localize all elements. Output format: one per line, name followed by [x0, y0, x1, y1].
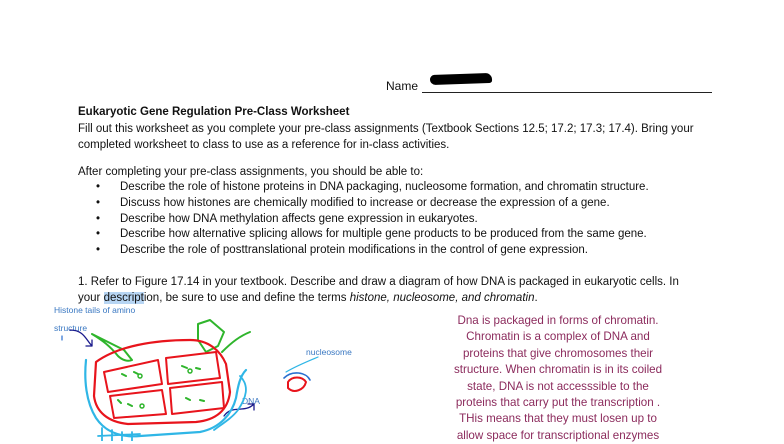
- answer-line: Dna is packaged in forms of chromatin.: [457, 314, 659, 327]
- highlighted-text: descript: [103, 292, 144, 304]
- answer-line: Chromatin is a complex of DNA and: [466, 330, 650, 344]
- question-1-terms: histone, nucleosome, and chromatin: [349, 292, 535, 304]
- answer-line: allow space for transcriptional enzymes: [456, 428, 660, 442]
- question-1-text: your: [78, 292, 104, 304]
- question-1-line-1: 1. Refer to Figure 17.14 in your textbook. Describe and draw a diagram of how DNA is packaged in eukaryotic cells. In: [78, 276, 679, 288]
- instructions-line-2: completed worksheet to class to use as a reference for in-class activities.: [78, 139, 450, 151]
- instructions-line-1: Fill out this worksheet as you complete your pre-class assignments (Textbook Sections 12.5; 17.2; 17.3; 17.4). Bring your: [78, 123, 694, 135]
- objective-item: • Describe how DNA methylation affects gene expression in eukaryotes.: [96, 212, 649, 228]
- dna-strand: [98, 428, 140, 441]
- label-dna: DNA: [242, 396, 260, 406]
- histone-tail-top: [198, 320, 224, 352]
- answer-line: proteins that carry put the transcription .: [455, 396, 661, 410]
- answer-line: state, DNA is not accesssible to the: [467, 379, 649, 393]
- objectives-intro: After completing your pre-class assignments, you should be able to:: [78, 166, 424, 178]
- ink-mark: [138, 374, 142, 378]
- answer-text-box: [418, 313, 698, 444]
- ink-mark: [188, 369, 192, 373]
- label-nucleosome: nucleosome: [306, 347, 352, 357]
- histone-octamer-part: [166, 352, 220, 384]
- label-histone-tails: Histone tails of amino: [54, 305, 136, 315]
- worksheet-title: Eukaryotic Gene Regulation Pre-Class Worksheet: [78, 106, 350, 118]
- histone-octamer-part: [110, 390, 166, 418]
- objective-item: • Describe the role of histone proteins in DNA packaging, nucleosome formation, and chromatin structure.: [96, 180, 649, 196]
- name-label: Name: [386, 79, 419, 93]
- objective-item: • Discuss how histones are chemically modified to increase or decrease the expression of a gene.: [96, 196, 649, 212]
- objective-item: • Describe the role of posttranslational protein modifications in the control of gene expression.: [96, 243, 649, 259]
- histone-octamer-part: [104, 360, 162, 392]
- question-1-text: .: [534, 292, 538, 304]
- ink-mark: [286, 357, 318, 372]
- small-nucleosome: [288, 378, 306, 391]
- ink-mark: [140, 404, 144, 408]
- histone-octamer-part: [170, 382, 224, 414]
- label-structure: structure: [54, 323, 88, 333]
- arrow-icon: [70, 330, 92, 346]
- dna-strand: [284, 373, 310, 380]
- answer-line: proteins that give chromosomes their: [462, 346, 654, 360]
- question-1-text: ion, be sure to use and define the terms: [143, 292, 350, 304]
- histone-tail-right: [222, 332, 250, 352]
- answer-line: structure. When chromatin is in its coiled: [453, 363, 663, 377]
- answer-line: THis means that they must losen up to: [459, 412, 657, 426]
- objective-item: • Describe how alternative splicing allows for multiple gene products to be produced from the same gene.: [96, 227, 649, 243]
